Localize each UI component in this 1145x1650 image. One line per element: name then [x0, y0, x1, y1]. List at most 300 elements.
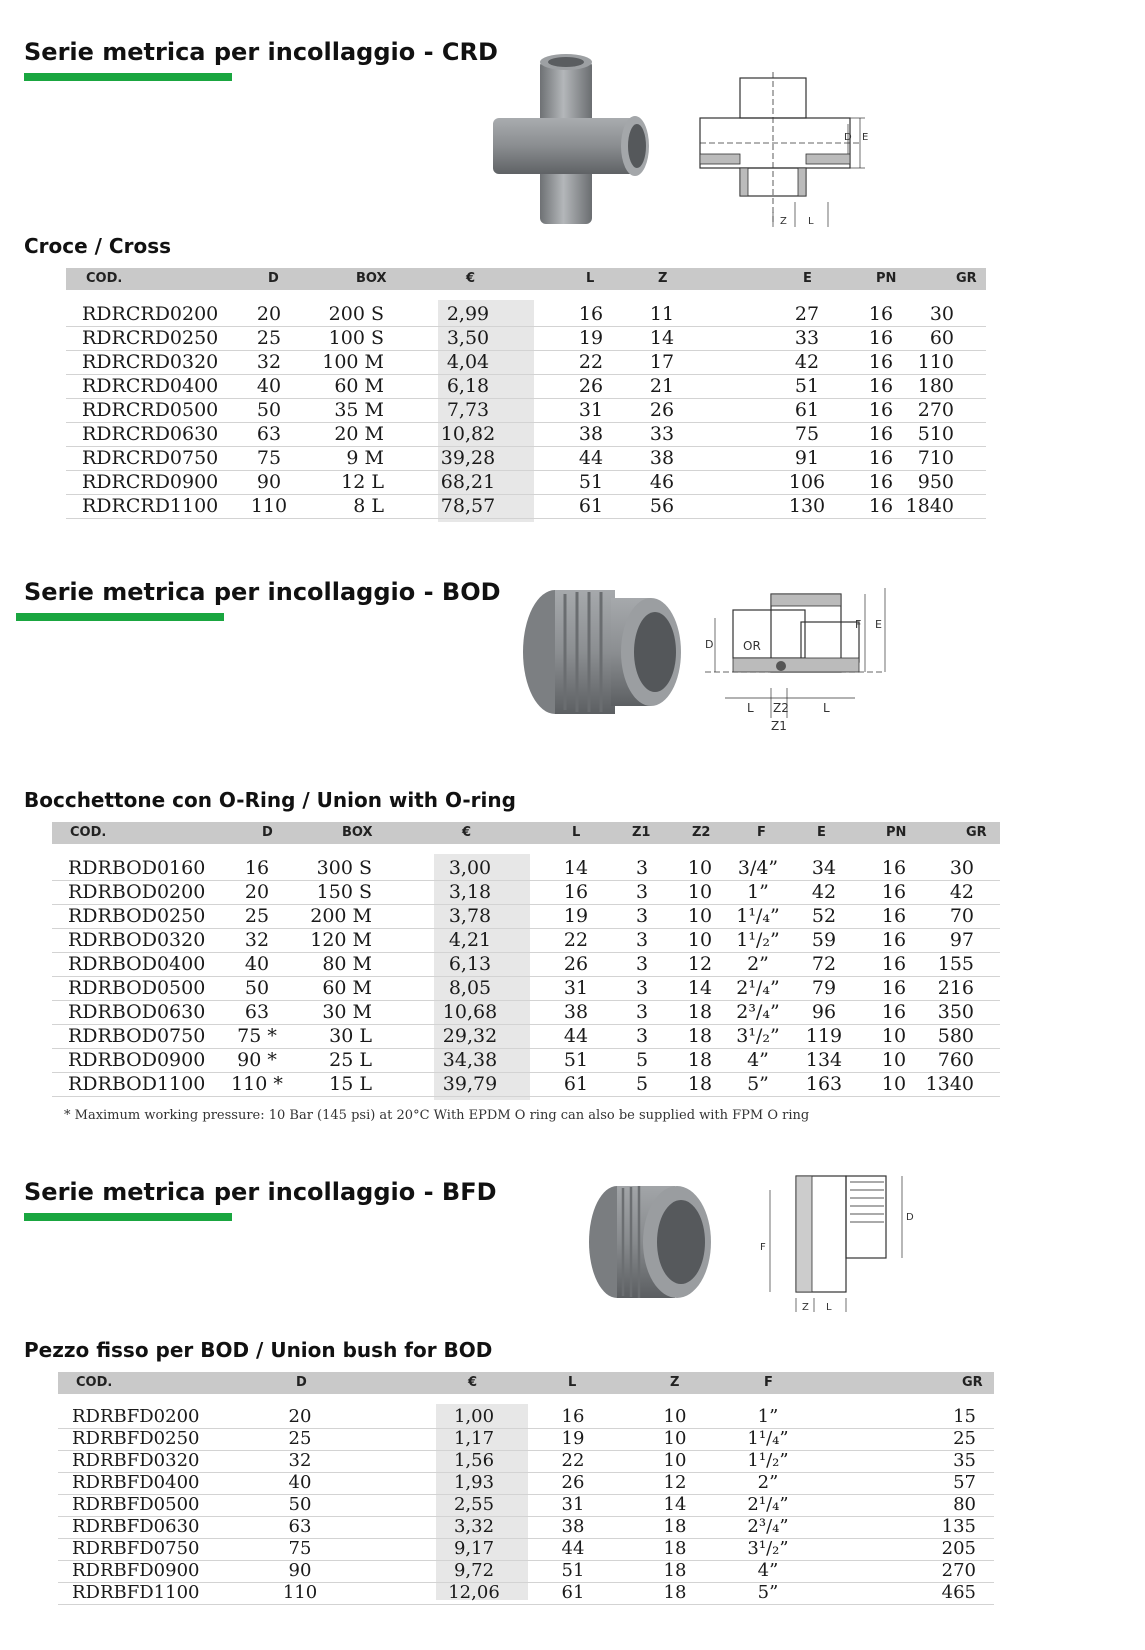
cell-f: 1¹/₂” [747, 1450, 789, 1471]
cell-cod: RDRBFD0630 [72, 1516, 200, 1537]
cell-gr: 270 [917, 399, 954, 421]
cell-gr: 950 [917, 471, 954, 493]
table-row [58, 1472, 994, 1495]
cell-z: 26 [649, 399, 675, 421]
cell-pn: 16 [881, 905, 907, 927]
cell-cod: RDRBFD0900 [72, 1560, 200, 1581]
cell-f: 3/4” [737, 857, 779, 879]
cell-z1: 3 [635, 857, 649, 879]
cell-d: 25 [288, 1428, 312, 1449]
diagram-label-l: L [826, 1302, 832, 1313]
cell-z: 18 [663, 1560, 687, 1581]
cell-e: 72 [811, 953, 837, 975]
diagram-label-e: E [862, 132, 869, 143]
cell-l: 61 [561, 1582, 585, 1603]
diagram-label-d: D [705, 638, 714, 651]
cell-d: 20 [244, 881, 270, 903]
cell-d: 63 [256, 423, 282, 445]
cell-cod: RDRCRD0630 [82, 423, 219, 445]
diagram-label-l: L [823, 701, 830, 715]
cell-f: 4” [757, 1560, 779, 1581]
cell-d: 20 [288, 1406, 312, 1427]
cell-box: 30 M [322, 1001, 372, 1023]
cell-d: 63 [244, 1001, 270, 1023]
cell-box: 120 M [310, 929, 372, 951]
cell-cod: RDRCRD0320 [82, 351, 219, 373]
cell-box: 35 M [334, 399, 384, 421]
header-gr: GR [962, 1375, 983, 1390]
cell-pn: 16 [868, 327, 894, 349]
cell-gr: 42 [949, 881, 974, 903]
cell-z2: 18 [687, 1025, 713, 1047]
cell-l: 14 [563, 857, 589, 879]
cell-gr: 205 [941, 1538, 976, 1559]
cell-cod: RDRBOD0900 [68, 1049, 206, 1071]
cell-z2: 10 [687, 905, 713, 927]
diagram-label-z: Z [802, 1302, 809, 1313]
cell-f: 1” [747, 881, 769, 903]
cell-f: 5” [757, 1582, 779, 1603]
cell-price: 1,56 [453, 1450, 495, 1471]
table-row [66, 374, 986, 399]
cell-pn: 16 [868, 423, 894, 445]
header-z: Z [670, 1375, 680, 1390]
header-cod: COD. [76, 1375, 113, 1390]
cell-d: 75 [256, 447, 282, 469]
cell-f: 2¹/₄” [747, 1494, 789, 1515]
table-row [52, 1024, 1000, 1049]
cell-gr: 135 [941, 1516, 976, 1537]
cell-d: 20 [256, 303, 282, 325]
cell-l: 19 [578, 327, 604, 349]
cell-gr: 70 [949, 905, 974, 927]
cell-cod: RDRBOD0250 [68, 905, 206, 927]
cell-l: 44 [578, 447, 604, 469]
cell-e: 59 [811, 929, 837, 951]
section-title-crd: Serie metrica per incollaggio - CRD [24, 38, 498, 66]
crd-table [66, 268, 986, 528]
cell-box: 80 M [322, 953, 372, 975]
cell-box: 9 M [346, 447, 384, 469]
cell-price: 1,93 [453, 1472, 495, 1493]
cell-pn: 16 [868, 375, 894, 397]
header-d: D [262, 825, 273, 840]
cell-z1: 3 [635, 881, 649, 903]
section-title-bfd: Serie metrica per incollaggio - BFD [24, 1178, 497, 1206]
cell-cod: RDRBOD0630 [68, 1001, 206, 1023]
table-row [66, 302, 986, 327]
cell-cod: RDRBFD0200 [72, 1406, 200, 1427]
cell-e: 42 [794, 351, 820, 373]
cell-cod: RDRCRD1100 [82, 495, 219, 517]
cell-z2: 10 [687, 857, 713, 879]
cell-l: 51 [578, 471, 604, 493]
cell-gr: 710 [917, 447, 954, 469]
header-z1: Z1 [632, 825, 651, 840]
cell-e: 106 [788, 471, 826, 493]
cell-e: 163 [805, 1073, 843, 1095]
table-row [66, 446, 986, 471]
cell-z: 56 [649, 495, 675, 517]
diagram-label-z: Z [780, 216, 787, 227]
cell-price: 3,18 [448, 881, 492, 903]
cell-cod: RDRBOD0200 [68, 881, 206, 903]
cell-e: 91 [794, 447, 820, 469]
cell-z: 38 [649, 447, 675, 469]
cell-d: 32 [244, 929, 270, 951]
cell-cod: RDRCRD0500 [82, 399, 219, 421]
cell-z: 46 [649, 471, 675, 493]
table-header [52, 822, 1000, 844]
cell-z2: 14 [687, 977, 713, 999]
table-row [66, 398, 986, 423]
diagram-label-l: L [747, 701, 754, 715]
cell-d: 25 [244, 905, 270, 927]
cell-box: 300 S [316, 857, 372, 879]
cell-price: 6,18 [446, 375, 490, 397]
cell-gr: 350 [937, 1001, 974, 1023]
cell-z2: 12 [687, 953, 713, 975]
table-row [58, 1406, 994, 1429]
header-l: L [568, 1375, 577, 1390]
cell-l: 26 [578, 375, 604, 397]
cell-z1: 5 [635, 1049, 649, 1071]
cell-z: 14 [649, 327, 675, 349]
cell-price: 9,72 [453, 1560, 495, 1581]
cell-price: 29,32 [442, 1025, 498, 1047]
cell-pn: 16 [881, 857, 907, 879]
cell-cod: RDRBOD0400 [68, 953, 206, 975]
table-row [58, 1494, 994, 1517]
cell-d: 110 * [231, 1073, 283, 1095]
cell-z: 10 [663, 1450, 687, 1471]
header-d: D [296, 1375, 307, 1390]
table-row [52, 880, 1000, 905]
cell-pn: 16 [881, 929, 907, 951]
subtitle-bfd: Pezzo fisso per BOD / Union bush for BOD [24, 1338, 493, 1362]
cell-l: 31 [561, 1494, 585, 1515]
cell-f: 2” [747, 953, 769, 975]
cell-l: 51 [563, 1049, 589, 1071]
cell-l: 26 [561, 1472, 585, 1493]
cell-l: 19 [563, 905, 589, 927]
title-underline [24, 1213, 232, 1221]
header-f: F [757, 825, 766, 840]
cell-z1: 5 [635, 1073, 649, 1095]
cell-price: 3,78 [448, 905, 492, 927]
cell-price: 39,28 [440, 447, 496, 469]
cell-z: 18 [663, 1582, 687, 1603]
cell-gr: 110 [917, 351, 954, 373]
cell-cod: RDRCRD0750 [82, 447, 219, 469]
cell-z1: 3 [635, 953, 649, 975]
cell-f: 2³/₄” [747, 1516, 789, 1537]
cell-l: 38 [563, 1001, 589, 1023]
cell-f: 3¹/₂” [747, 1538, 789, 1559]
cell-e: 130 [788, 495, 826, 517]
cell-pn: 16 [868, 447, 894, 469]
header-f: F [764, 1375, 773, 1390]
cell-f: 3¹/₂” [736, 1025, 780, 1047]
cell-l: 22 [578, 351, 604, 373]
cell-price: 68,21 [440, 471, 496, 493]
diagram-label-d: D [844, 132, 852, 143]
cell-f: 1¹/₂” [736, 929, 780, 951]
diagram-label-f: F [760, 1242, 766, 1253]
cell-cod: RDRBOD1100 [68, 1073, 206, 1095]
cell-price: 1,00 [453, 1406, 495, 1427]
cell-gr: 270 [941, 1560, 976, 1581]
cell-box: 100 M [322, 351, 384, 373]
cell-box: 25 L [329, 1049, 372, 1071]
cell-e: 27 [794, 303, 820, 325]
header-cod: COD. [70, 825, 107, 840]
header-box: BOX [356, 271, 387, 286]
cell-pn: 16 [881, 1001, 907, 1023]
cell-e: 75 [794, 423, 820, 445]
cell-cod: RDRCRD0900 [82, 471, 219, 493]
title-underline [16, 613, 224, 621]
diagram-label-f: F [855, 618, 862, 631]
cell-f: 1¹/₄” [747, 1428, 789, 1449]
diagram-label-z1: Z1 [771, 719, 787, 733]
cell-l: 19 [561, 1428, 585, 1449]
header-price: € [468, 1375, 478, 1390]
cell-l: 16 [563, 881, 589, 903]
subtitle-crd: Croce / Cross [24, 234, 172, 258]
table-row [66, 350, 986, 375]
cell-d: 50 [288, 1494, 312, 1515]
table-row [66, 422, 986, 447]
table-row [66, 494, 986, 519]
cell-d: 25 [256, 327, 282, 349]
cell-z: 14 [663, 1494, 687, 1515]
cell-price: 9,17 [453, 1538, 495, 1559]
cell-f: 1” [757, 1406, 779, 1427]
header-box: BOX [342, 825, 373, 840]
cell-pn: 16 [868, 303, 894, 325]
cross-technical-drawing [700, 72, 870, 232]
cell-box: 20 M [334, 423, 384, 445]
union-technical-drawing [705, 588, 905, 748]
cell-l: 44 [563, 1025, 589, 1047]
cell-e: 79 [811, 977, 837, 999]
cell-gr: 216 [937, 977, 974, 999]
cell-cod: RDRBFD1100 [72, 1582, 200, 1603]
cell-e: 51 [794, 375, 820, 397]
cell-d: 110 [250, 495, 288, 517]
cell-e: 34 [811, 857, 837, 879]
subtitle-bod: Bocchettone con O-Ring / Union with O-ring [24, 788, 516, 812]
header-price: € [466, 271, 476, 286]
table-row [52, 1072, 1000, 1097]
cell-e: 119 [805, 1025, 843, 1047]
cell-pn: 16 [868, 471, 894, 493]
table-row [52, 952, 1000, 977]
cell-e: 52 [811, 905, 837, 927]
cell-z1: 3 [635, 1025, 649, 1047]
cell-d: 63 [288, 1516, 312, 1537]
cell-z2: 10 [687, 881, 713, 903]
cell-l: 61 [563, 1073, 589, 1095]
cell-z1: 3 [635, 929, 649, 951]
cell-f: 4” [747, 1049, 769, 1071]
cell-d: 90 [256, 471, 282, 493]
cell-z: 12 [663, 1472, 687, 1493]
cell-price: 39,79 [442, 1073, 498, 1095]
table-row [52, 856, 1000, 881]
cell-l: 22 [563, 929, 589, 951]
cell-box: 30 L [329, 1025, 372, 1047]
cell-gr: 180 [917, 375, 954, 397]
cell-price: 10,82 [440, 423, 496, 445]
cell-e: 61 [794, 399, 820, 421]
cell-z: 11 [649, 303, 675, 325]
cell-gr: 155 [937, 953, 974, 975]
table-row [58, 1516, 994, 1539]
cell-box: 200 M [310, 905, 372, 927]
cell-z1: 3 [635, 977, 649, 999]
cell-box: 200 S [328, 303, 384, 325]
cell-z: 17 [649, 351, 675, 373]
table-row [58, 1560, 994, 1583]
cell-cod: RDRCRD0400 [82, 375, 219, 397]
cell-cod: RDRCRD0250 [82, 327, 219, 349]
table-row [52, 904, 1000, 929]
cell-pn: 16 [868, 351, 894, 373]
cell-gr: 1340 [925, 1073, 974, 1095]
cell-box: 60 M [322, 977, 372, 999]
cell-box: 100 S [328, 327, 384, 349]
cell-gr: 30 [929, 303, 954, 325]
table-row [66, 470, 986, 495]
cell-d: 40 [256, 375, 282, 397]
cell-f: 1¹/₄” [736, 905, 780, 927]
cell-pn: 16 [881, 881, 907, 903]
cell-gr: 580 [937, 1025, 974, 1047]
table-row [52, 1000, 1000, 1025]
cell-d: 50 [244, 977, 270, 999]
cell-gr: 57 [953, 1472, 976, 1493]
cell-d: 110 [282, 1582, 318, 1603]
cell-d: 32 [288, 1450, 312, 1471]
header-cod: COD. [86, 271, 123, 286]
cell-d: 75 * [237, 1025, 277, 1047]
table-row [52, 1048, 1000, 1073]
table-row [52, 928, 1000, 953]
cell-box: 8 L [353, 495, 384, 517]
cell-f: 5” [747, 1073, 769, 1095]
cell-gr: 1840 [905, 495, 954, 517]
cell-cod: RDRBOD0500 [68, 977, 206, 999]
cell-box: 15 L [329, 1073, 372, 1095]
header-l: L [572, 825, 581, 840]
cell-gr: 35 [953, 1450, 976, 1471]
cell-price: 12,06 [448, 1582, 500, 1603]
cell-z1: 3 [635, 1001, 649, 1023]
cell-z: 10 [663, 1406, 687, 1427]
cell-z2: 18 [687, 1073, 713, 1095]
header-d: D [268, 271, 279, 286]
cell-l: 44 [561, 1538, 585, 1559]
diagram-label-e: E [875, 618, 882, 631]
cell-z2: 18 [687, 1001, 713, 1023]
cell-z: 18 [663, 1538, 687, 1559]
cross-fitting-photo [485, 52, 665, 232]
cell-l: 26 [563, 953, 589, 975]
header-gr: GR [956, 271, 977, 286]
cell-gr: 15 [953, 1406, 976, 1427]
cell-cod: RDRBFD0320 [72, 1450, 200, 1471]
cell-price: 4,04 [446, 351, 490, 373]
header-z2: Z2 [692, 825, 711, 840]
cell-z2: 10 [687, 929, 713, 951]
header-z: Z [658, 271, 668, 286]
cell-e: 42 [811, 881, 837, 903]
footnote: * Maximum working pressure: 10 Bar (145 psi) at 20°C With EPDM O ring can also be supplied with FPM O ring [64, 1108, 810, 1123]
cell-gr: 60 [929, 327, 954, 349]
cell-l: 38 [578, 423, 604, 445]
cell-gr: 510 [917, 423, 954, 445]
cell-box: 60 M [334, 375, 384, 397]
diagram-label-or: OR [743, 639, 761, 653]
cell-price: 7,73 [446, 399, 490, 421]
cell-cod: RDRCRD0200 [82, 303, 219, 325]
cell-f: 2³/₄” [736, 1001, 780, 1023]
diagram-label-z2: Z2 [773, 701, 789, 715]
cell-cod: RDRBFD0500 [72, 1494, 200, 1515]
table-header [58, 1372, 994, 1394]
cell-l: 38 [561, 1516, 585, 1537]
cell-l: 22 [561, 1450, 585, 1471]
cell-price: 10,68 [442, 1001, 498, 1023]
cell-e: 96 [811, 1001, 837, 1023]
cell-pn: 16 [881, 977, 907, 999]
cell-d: 90 * [237, 1049, 277, 1071]
cell-price: 4,21 [448, 929, 492, 951]
cell-pn: 10 [881, 1073, 907, 1095]
union-bush-technical-drawing [760, 1170, 920, 1320]
bfd-table [58, 1372, 994, 1612]
cell-pn: 16 [868, 399, 894, 421]
cell-price: 3,50 [446, 327, 490, 349]
header-l: L [586, 271, 595, 286]
cell-price: 78,57 [440, 495, 496, 517]
section-title-bod: Serie metrica per incollaggio - BOD [24, 578, 501, 606]
table-row [58, 1538, 994, 1561]
cell-l: 31 [563, 977, 589, 999]
header-pn: PN [886, 825, 907, 840]
cell-gr: 80 [953, 1494, 976, 1515]
cell-z: 10 [663, 1428, 687, 1449]
cell-gr: 465 [941, 1582, 976, 1603]
cell-z: 33 [649, 423, 675, 445]
cell-box: 150 S [316, 881, 372, 903]
cell-price: 2,55 [453, 1494, 495, 1515]
cell-l: 61 [578, 495, 604, 517]
table-row [58, 1428, 994, 1451]
cell-gr: 30 [949, 857, 974, 879]
cell-l: 16 [561, 1406, 585, 1427]
title-underline [24, 73, 232, 81]
cell-l: 51 [561, 1560, 585, 1581]
cell-pn: 10 [881, 1049, 907, 1071]
cell-gr: 97 [949, 929, 974, 951]
cell-price: 34,38 [442, 1049, 498, 1071]
cell-d: 32 [256, 351, 282, 373]
cell-price: 3,00 [448, 857, 492, 879]
cell-l: 16 [578, 303, 604, 325]
